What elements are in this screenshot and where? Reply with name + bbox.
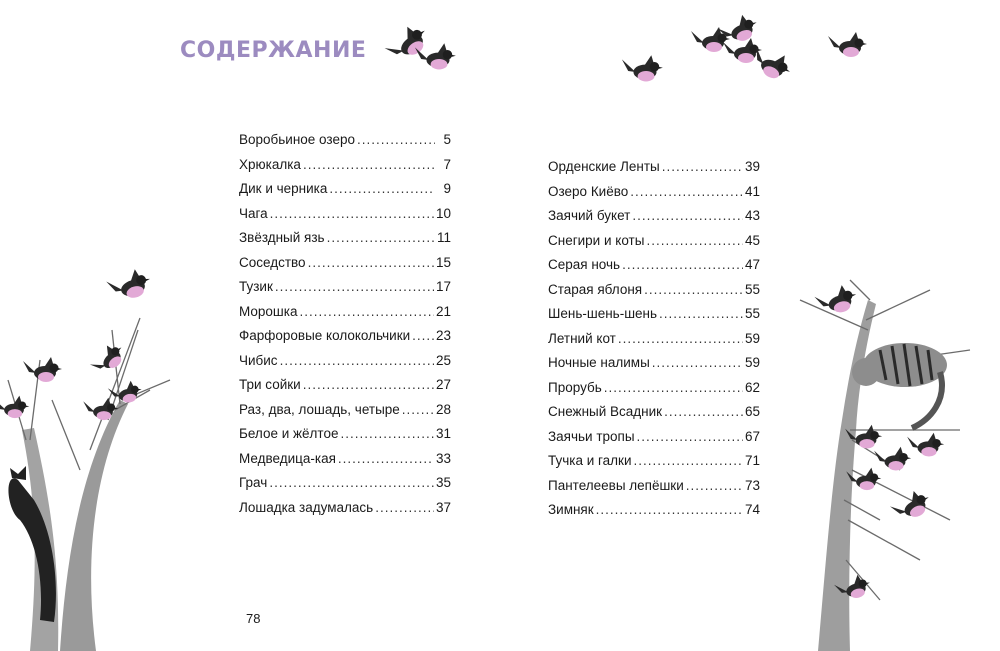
- toc-entry: [239, 253, 451, 278]
- page-number: 78: [246, 611, 261, 626]
- toc-entry-page: 33: [435, 450, 451, 466]
- toc-entry-title: Белое и жёлтое: [239, 426, 339, 441]
- toc-entry-title: Снежный Всадник: [548, 404, 663, 419]
- bird-icon: [828, 32, 867, 57]
- toc-entry-title: Пантелеевы лепёшки: [548, 477, 684, 493]
- toc-entry: [239, 277, 451, 302]
- toc-entry: [548, 304, 760, 329]
- toc-entry: [548, 402, 760, 427]
- toc-entry-title: Зимняк: [548, 502, 594, 517]
- dot-leader: [375, 498, 434, 518]
- toc-entry-page: 28: [435, 401, 451, 417]
- toc-entry-page: 47: [744, 257, 760, 272]
- toc-entry-page: 7: [443, 156, 451, 172]
- toc-entry-page: 65: [744, 404, 760, 419]
- bird-icon: [105, 266, 154, 304]
- toc-entry-page: 45: [744, 232, 760, 248]
- toc-entry-page: 59: [744, 355, 760, 370]
- dot-leader: [275, 277, 434, 297]
- dot-leader: [604, 378, 743, 398]
- bird-icon: [907, 433, 944, 457]
- toc-entry-page: 21: [435, 303, 451, 319]
- toc-entry-title: Тучка и галки: [548, 453, 632, 468]
- bird-icon: [382, 20, 433, 67]
- toc-entry-page: 55: [744, 281, 760, 297]
- toc-entry: [548, 500, 760, 525]
- dot-leader: [664, 402, 743, 422]
- dot-leader: [269, 473, 434, 493]
- dot-leader: [340, 424, 433, 444]
- dot-leader: [644, 280, 743, 300]
- toc-entry-page: 71: [744, 453, 760, 468]
- toc-entry: [239, 449, 451, 474]
- toc-entry: [548, 329, 760, 354]
- dot-leader: [634, 451, 743, 471]
- toc-entry-title: Грач: [239, 475, 268, 490]
- dot-leader: [270, 204, 434, 224]
- toc-entry: [239, 228, 451, 253]
- toc-entry-title: Снегири и коты: [548, 232, 645, 248]
- toc-entry: [548, 182, 760, 207]
- toc-entry: [548, 378, 760, 403]
- toc-entry: [239, 302, 451, 327]
- toc-entry: [548, 255, 760, 280]
- dot-leader: [329, 179, 435, 199]
- toc-entry-page: 55: [744, 306, 760, 321]
- toc-entry: [548, 476, 760, 501]
- toc-entry-title: Три сойки: [239, 377, 301, 392]
- toc-entry: [239, 424, 451, 449]
- toc-entry-title: Хрюкалка: [239, 156, 301, 172]
- toc-entry-title: Раз, два, лошадь, четыре: [239, 401, 400, 417]
- left-tree-icon: [8, 318, 170, 651]
- toc-entry-page: 59: [744, 330, 760, 346]
- toc-entry-title: Шень-шень-шень: [548, 306, 658, 321]
- toc-entry: [239, 179, 451, 204]
- cat-icon: [852, 343, 947, 428]
- dot-leader: [308, 253, 434, 273]
- toc-entry-page: 37: [435, 499, 451, 515]
- toc-entry: [239, 351, 451, 376]
- toc-entry-title: Воробьиное озеро: [239, 132, 355, 147]
- toc-entry-page: 9: [443, 181, 451, 196]
- toc-entry-title: Морошка: [239, 303, 298, 319]
- toc-left-column: [239, 130, 451, 522]
- dot-leader: [637, 427, 743, 447]
- toc-entry-title: Дик и черника: [239, 181, 328, 196]
- bird-icon: [107, 379, 143, 406]
- toc-entry-page: 10: [435, 205, 451, 221]
- toc-entry: [239, 473, 451, 498]
- bird-icon: [88, 339, 129, 379]
- bird-icon: [0, 396, 29, 419]
- toc-entry-title: Соседство: [239, 254, 306, 270]
- toc-entry: [548, 231, 760, 256]
- toc-entry: [239, 204, 451, 229]
- dot-leader: [303, 155, 435, 175]
- page-title: СОДЕРЖАНИЕ: [180, 38, 367, 63]
- bird-icon: [874, 447, 911, 471]
- dot-leader: [412, 326, 434, 346]
- toc-entry: [239, 400, 451, 425]
- toc-entry-title: Лошадка задумалась: [239, 499, 374, 515]
- dot-leader: [652, 353, 743, 373]
- toc-entry: [548, 157, 760, 182]
- dot-leader: [632, 206, 743, 226]
- toc-entry-title: Озеро Киёво: [548, 183, 629, 199]
- dot-leader: [686, 476, 743, 496]
- toc-entry-title: Орденские Ленты: [548, 159, 660, 174]
- toc-entry-title: Прорубь: [548, 379, 602, 395]
- dot-leader: [618, 329, 743, 349]
- toc-entry: [239, 326, 451, 351]
- toc-entry: [239, 375, 451, 400]
- toc-entry: [239, 498, 451, 523]
- toc-entry-page: 25: [435, 352, 451, 368]
- toc-entry-title: Чага: [239, 205, 268, 221]
- toc-entry-title: Летний кот: [548, 330, 616, 346]
- dot-leader: [402, 400, 434, 420]
- dot-leader: [338, 449, 434, 469]
- bird-icon: [723, 38, 762, 63]
- dot-leader: [327, 228, 435, 248]
- toc-entry-title: Ночные налимы: [548, 355, 650, 370]
- toc-entry: [548, 280, 760, 305]
- toc-entry-page: 15: [435, 254, 451, 270]
- toc-entry-page: 62: [744, 379, 760, 395]
- bird-icon: [813, 282, 859, 318]
- toc-entry-page: 35: [435, 475, 451, 490]
- toc-entry-page: 5: [443, 132, 451, 147]
- toc-entry: [239, 130, 451, 155]
- bird-icon: [23, 357, 62, 382]
- toc-entry-page: 27: [435, 377, 451, 392]
- toc-entry-title: Тузик: [239, 279, 273, 294]
- dot-leader: [303, 375, 434, 395]
- bird-icon: [622, 55, 663, 81]
- toc-entry-title: Звёздный язь: [239, 230, 325, 245]
- toc-entry: [548, 427, 760, 452]
- dot-leader: [622, 255, 743, 275]
- dot-leader: [299, 302, 434, 322]
- toc-entry-title: Фарфоровые колокольчики: [239, 328, 411, 343]
- dot-leader: [646, 231, 743, 251]
- dot-leader: [662, 157, 743, 177]
- toc-entry-page: 74: [744, 502, 760, 517]
- toc-entry-page: 23: [435, 328, 451, 343]
- toc-entry-page: 39: [744, 159, 760, 174]
- toc-entry-page: 43: [744, 208, 760, 223]
- toc-entry-page: 11: [436, 230, 451, 245]
- toc-entry-page: 41: [744, 183, 760, 199]
- toc-entry-page: 73: [744, 477, 760, 493]
- toc-right-column: [548, 157, 760, 525]
- toc-entry-page: 31: [435, 426, 451, 441]
- toc-entry-page: 67: [744, 428, 760, 444]
- dot-leader: [630, 182, 743, 202]
- toc-entry: [239, 155, 451, 180]
- right-tree-icon: [800, 280, 970, 651]
- toc-entry-title: Чибис: [239, 352, 278, 368]
- toc-entry-title: Заячий букет: [548, 208, 631, 223]
- dot-leader: [357, 130, 435, 150]
- bird-icon: [691, 27, 730, 52]
- toc-entry-page: 17: [435, 279, 451, 294]
- toc-entry-title: Серая ночь: [548, 257, 621, 272]
- toc-entry: [548, 353, 760, 378]
- toc-entry-title: Заячьи тропы: [548, 428, 635, 444]
- toc-entry-title: Медведица-кая: [239, 450, 336, 466]
- toc-entry: [548, 451, 760, 476]
- dot-leader: [659, 304, 743, 324]
- dot-leader: [280, 351, 434, 371]
- toc-entry: [548, 206, 760, 231]
- toc-entry-title: Старая яблоня: [548, 281, 643, 297]
- dot-leader: [596, 500, 743, 520]
